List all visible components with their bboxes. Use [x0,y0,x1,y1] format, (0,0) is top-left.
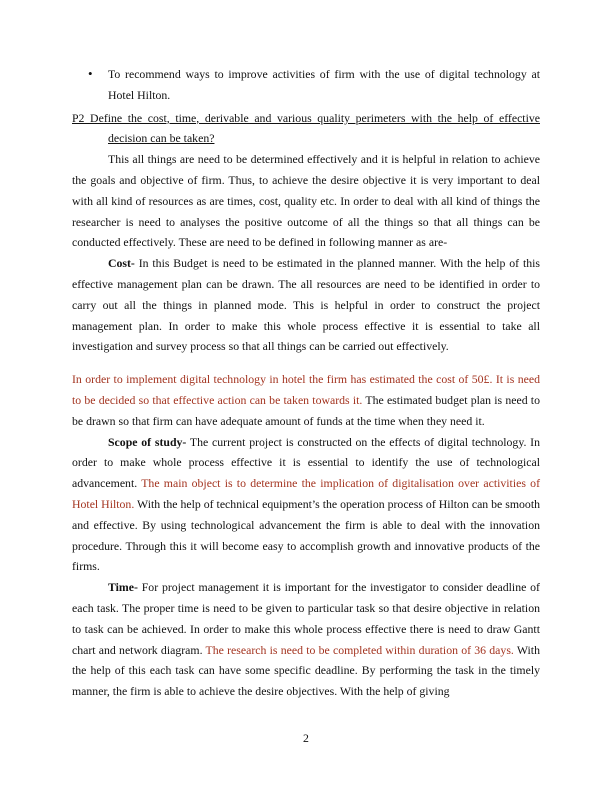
scope-text-1: The current project is constructed on the effects of digital technology. In order to make whole process effective it is essential to identify the use of technological advancement. [72,434,540,491]
budget-paragraph [72,369,540,431]
page-number: 2 [303,731,309,745]
time-text-2: With the help of this each task can have some specific deadline. By performing the task in the timely manner, the firm is able to achieve the desire objectives. With the help of giving [72,642,540,699]
time-text-1: For project management it is important for the investigator to consider deadline of each task. The proper time is need to be given to particular task so that desire objective in relation to task can be achieved. In order to make this whole process effective there is need to draw Gantt chart and network diagram. [72,580,540,657]
section-heading: P2 Define the cost, time, derivable and various quality perimeters with the help of effective decision can be taken? [72,110,540,146]
objective-bullet [72,64,540,106]
time-paragraph [72,577,540,702]
intro-paragraph: This all things are need to be determined effectively and it is helpful in relation to achieve the goals and objective of firm. Thus, to achieve the desire objective it is very important to deal with all kind of resources as are times, cost, quality etc. In order to deal with all kind of things the researcher is need to analyses the positive outcome of all the things so that all things can be conducted effectively. These are need to be defined in following manner as are- [72,152,540,250]
time-highlight: The research is need to be completed within duration of 36 days. [205,642,514,657]
scope-paragraph [72,432,540,578]
cost-label: Cost- [108,256,135,271]
page-content [72,64,540,702]
cost-paragraph [72,253,540,357]
bullet-text: To recommend ways to improve activities of firm with the use of digital technology at Hotel Hilton. [108,67,540,102]
scope-highlight: The main object is to determine the implication of digitalisation over activities of Hotel Hilton. [72,476,541,511]
cost-text: In this Budget is need to be estimated in the planned manner. With the help of this effective management plan can be drawn. The all resources are need to be identified in order to carry out all the things in planned mode. This is helpful in order to construct the project management plan. In order to make this whole process effective it is essential to take all investigation and survey process so that all things can be carried out effectively. [72,256,540,354]
bullet-icon: • [88,66,93,81]
scope-text-2: With the help of technical equipment’s the operation process of Hilton can be smooth and effective. By using technological advancement the firm is able to deal with the innovation procedure. Through this it will become easy to accomplish growth and innovative products of the firms. [72,496,540,574]
budget-highlight: In order to implement digital technology in hotel the firm has estimated the cost of 50£. It is need to be decided so that effective action can be taken towards it. [72,372,540,407]
budget-text: The estimated budget plan is need to be drawn so that firm can have adequate amount of funds at the time when they need it. [72,392,540,428]
time-label: Time- [108,580,138,595]
scope-label: Scope of study- [108,434,187,449]
